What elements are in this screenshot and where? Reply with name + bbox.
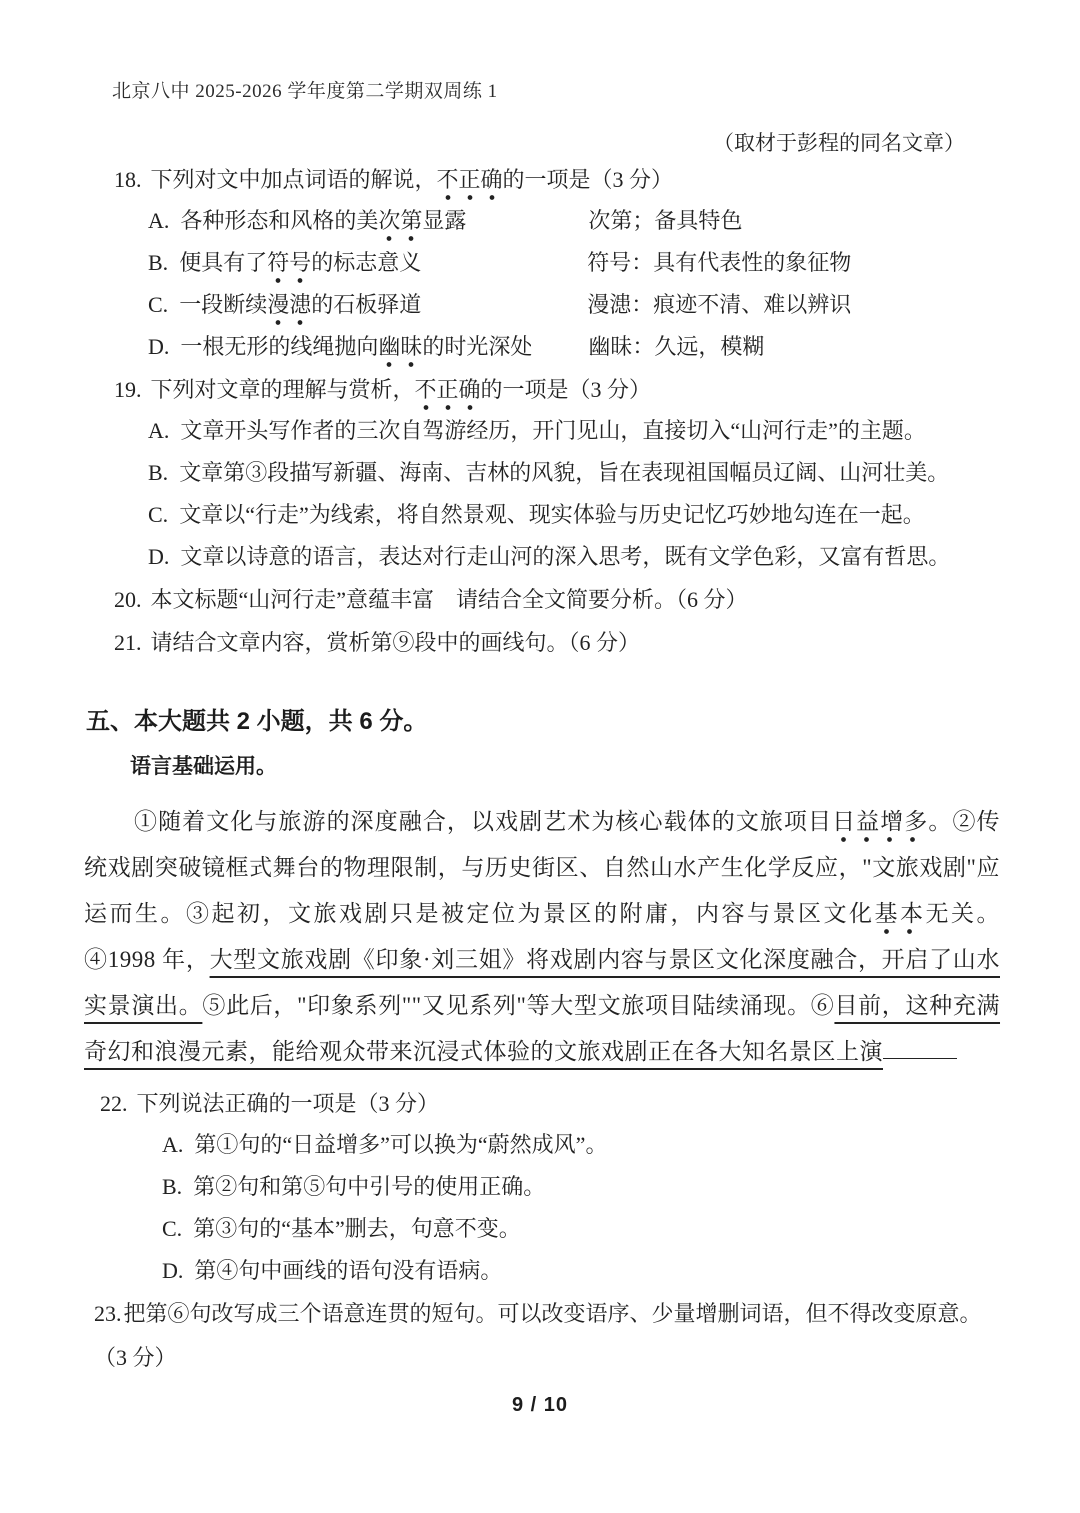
option-text: 文章以诗意的语言，表达对行走山河的深入思考，既有文学色彩，又富有哲思。 [180, 544, 951, 569]
question-22-option-d [162, 1257, 1000, 1285]
question-18-option-b [148, 249, 1000, 277]
question-18-option-d [148, 333, 1000, 361]
passage-run-plain: ⑤此后，"印象系列""又见系列"等大型文旅项目陆续涌现。⑥ [202, 993, 835, 1018]
question-19-stem-post: 的一项是（3 分） [480, 377, 652, 402]
option-label: B. [148, 250, 169, 275]
option-phrase: 一段断续漫漶的石板驿道 [179, 291, 587, 319]
passage-run-plain: 。②传统戏剧突破镜框式舞台的物理限制，与历史街区、自然山水产生化学反应，"文旅戏剧"应运而生。③起初，文旅戏剧只是被定位为景区的附庸，内容与景区文化 [84, 809, 1001, 926]
option-label: B. [148, 460, 169, 485]
option-label: A. [148, 418, 170, 443]
question-21-text: 请结合文章内容，赏析第⑨段中的画线句。（6 分） [150, 630, 641, 655]
question-22-stem-text: 下列说法正确的一项是（3 分） [136, 1091, 440, 1116]
question-18-options [148, 207, 1000, 361]
question-22-option-c [162, 1215, 1000, 1243]
option-phrase: 便具有了符号的标志意义 [179, 249, 587, 277]
emphasized-word: 幽昧 [378, 334, 422, 367]
option-text: 第④句中画线的语句没有语病。 [194, 1258, 503, 1283]
question-23-number: 23. [94, 1301, 122, 1326]
question-22-option-a [162, 1131, 1000, 1159]
question-19-stem [114, 375, 1000, 405]
option-label: D. [148, 334, 170, 359]
question-20-text: 本文标题“山河行走”意蕴丰富 请结合全文简要分析。（6 分） [150, 587, 748, 612]
page-number: 9 / 10 [511, 1394, 569, 1416]
question-18-option-a [148, 207, 1000, 235]
option-label: A. [162, 1132, 184, 1157]
document-header: 北京八中 2025-2026 学年度第二学期双周练 1 [112, 81, 498, 102]
question-21-number: 21. [114, 630, 142, 655]
option-definition: 幽昧：久远，模糊 [588, 334, 765, 359]
passage-run-underline: 目前，这种充满奇幻和浪漫元素，能给观众带来沉浸式体验的文旅戏剧正在各大知名景区上演 [84, 993, 1001, 1064]
option-label: C. [148, 502, 169, 527]
option-label: A. [148, 208, 170, 233]
language-passage [84, 799, 1000, 1075]
question-19-option-c [148, 501, 1000, 529]
question-18-stem-emphasis: 不正确 [437, 167, 503, 200]
option-phrase: 一根无形的线绳抛向幽昧的时光深处 [180, 333, 588, 361]
question-22-number: 22. [100, 1091, 128, 1116]
passage-run-uext [883, 1034, 957, 1059]
question-18-option-c [148, 291, 1000, 319]
option-label: D. [162, 1258, 184, 1283]
option-text: 第②句和第⑤句中引号的使用正确。 [193, 1174, 546, 1199]
option-definition: 符号：具有代表性的象征物 [587, 250, 852, 275]
question-18-stem [114, 165, 1000, 195]
question-23-score: （3 分） [94, 1345, 177, 1370]
option-definition: 漫漶：痕迹不清、难以辨识 [587, 292, 852, 317]
question-19-option-a [148, 417, 1000, 445]
option-label: C. [162, 1216, 183, 1241]
emphasized-word: 符号 [267, 250, 311, 283]
passage-run-dot: 基本 [875, 901, 926, 934]
question-19-option-b [148, 459, 1000, 487]
option-text: 文章以“行走”为线索，将自然景观、现实体验与历史记忆巧妙地勾连在一起。 [179, 502, 925, 527]
passage-run-plain: ①随着文化与旅游的深度融合，以戏剧艺术为核心载体的文旅项目 [134, 809, 833, 834]
option-phrase: 各种形态和风格的美次第显露 [180, 207, 588, 235]
section-5-subheading: 语言基础运用。 [130, 755, 277, 778]
question-18-stem-pre: 下列对文中加点词语的解说， [150, 167, 437, 192]
question-19-options [148, 417, 1000, 571]
question-18-stem-post: 的一项是（3 分） [502, 167, 674, 192]
option-text: 第③句的“基本”删去，句意不变。 [193, 1216, 521, 1241]
emphasized-word: 漫漶 [267, 292, 311, 325]
emphasized-word: 次第 [378, 208, 422, 241]
option-label: C. [148, 292, 169, 317]
option-text: 第①句的“日益增多”可以换为“蔚然成风”。 [194, 1132, 608, 1157]
question-19-stem-pre: 下列对文章的理解与赏析， [150, 377, 415, 402]
question-23-text: 把第⑥句改写成三个语意连贯的短句。可以改变语序、少量增删词语，但不得改变原意。 [123, 1301, 982, 1326]
option-label: D. [148, 544, 170, 569]
question-19-option-d [148, 543, 1000, 571]
option-text: 文章开头写作者的三次自驾游经历，开门见山，直接切入“山河行走”的主题。 [180, 418, 926, 443]
question-21 [114, 628, 1000, 658]
question-22-options [162, 1131, 1000, 1285]
passage-run-underline: 大型文旅戏剧《印象·刘三姐》将戏剧内容与景区文化深度融合，开启了山水实景演出。 [84, 947, 1000, 1018]
question-23 [94, 1299, 1000, 1329]
question-19-number: 19. [114, 377, 142, 402]
option-label: B. [162, 1174, 183, 1199]
section-5-heading: 五、本大题共 2 小题，共 6 分。 [86, 708, 428, 735]
question-18-number: 18. [114, 167, 142, 192]
question-20 [114, 585, 1000, 615]
passage-run-dot: 日益增多 [832, 809, 928, 842]
passage-run-plain: 无关。④1998 年， [84, 901, 1000, 972]
question-19-stem-emphasis: 不正确 [415, 377, 481, 410]
option-text: 文章第③段描写新疆、海南、吉林的风貌，旨在表现祖国幅员辽阔、山河壮美。 [179, 460, 950, 485]
question-20-number: 20. [114, 587, 142, 612]
option-definition: 次第；备具特色 [588, 208, 743, 233]
question-22-stem [100, 1089, 1000, 1119]
question-22-option-b [162, 1173, 1000, 1201]
source-attribution: （取材于彭程的同名文章） [713, 131, 965, 155]
